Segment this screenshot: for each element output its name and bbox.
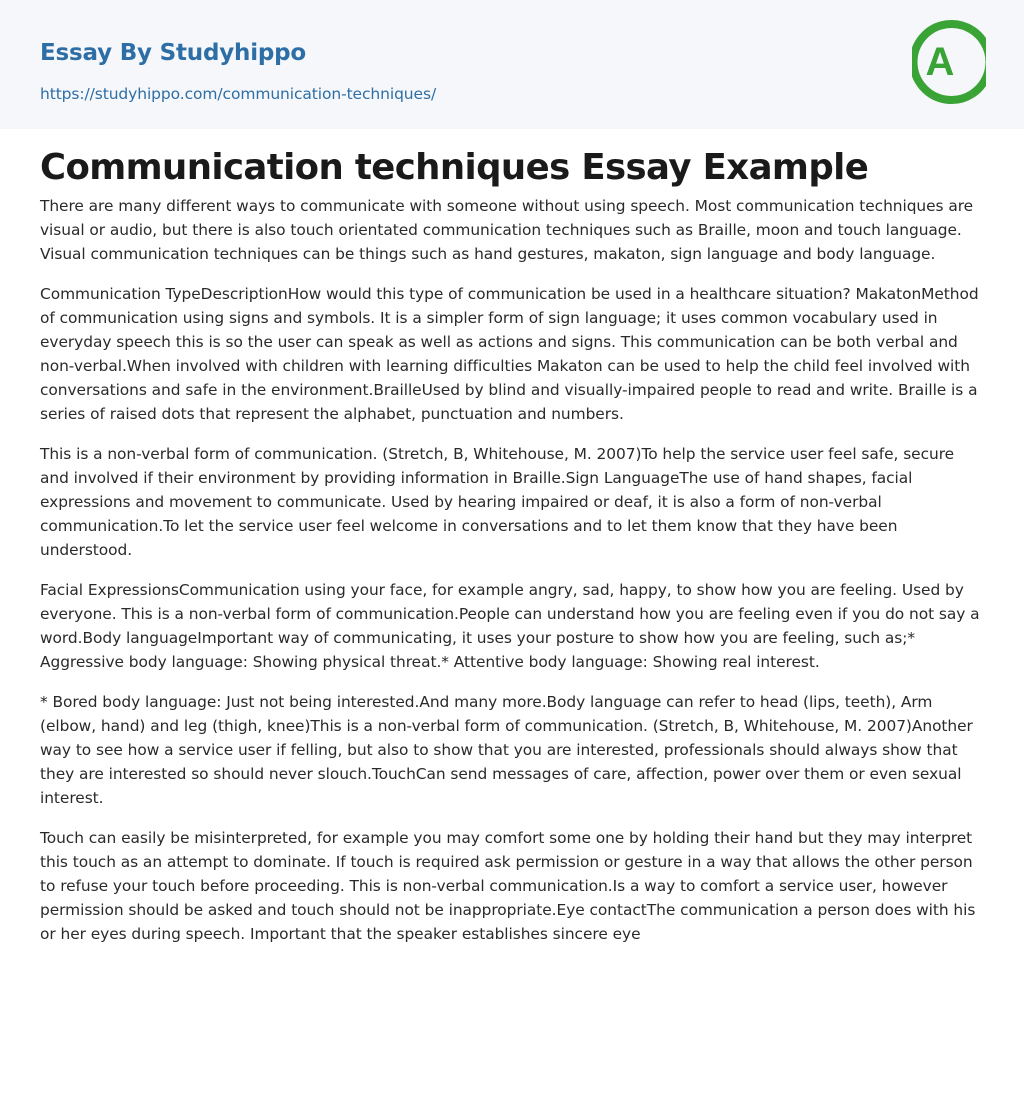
essay-paragraph: Touch can easily be misinterpreted, for example you may comfort some one by holding their hand but they may interpret this touch as an attempt to dominate. If touch is required ask permission or gesture in a way that allows the other person to refuse your touch before proceeding. This is non-verbal communication.Is a way to comfort a service user, however permission should be asked and touch should not be inappropriate.Eye contactThe communication a person does with his or her eyes during speech. Important that the speaker establishes sincere eye (40, 829, 976, 943)
essay-body (40, 194, 984, 962)
site-title: Essay By Studyhippo (40, 40, 307, 66)
essay-url-link[interactable]: https://studyhippo.com/communication-techniques/ (40, 85, 437, 103)
essay-paragraph: Communication TypeDescriptionHow would this type of communication be used in a healthcare situation? MakatonMethod of communication using signs and symbols. It is a simpler form of sign language; it uses common vocabulary used in everyday speech this is so the user can speak as well as actions and signs. This communication can be both verbal and non-verbal.When involved with children with learning difficulties Makaton can be used to help the child feel involved with conversations and safe in the environment.BrailleUsed by blind and visually-impaired people to read and write. Braille is a series of raised dots that represent the alphabet, punctuation and numbers. (40, 285, 979, 423)
essay-paragraph: This is a non-verbal form of communication. (Stretch, B, Whitehouse, M. 2007)To help the service user feel safe, secure and involved if their environment by providing information in Braille.Sign LanguageThe use of hand shapes, facial expressions and movement to communicate. Used by hearing impaired or deaf, it is also a form of non-verbal communication.To let the service user feel welcome in conversations and to let them know that they have been understood. (40, 445, 955, 559)
page-title: Communication techniques Essay Example (40, 147, 869, 188)
logo-letter: A (925, 40, 955, 84)
essay-paragraph: * Bored body language: Just not being interested.And many more.Body language can refer to head (lips, teeth), Arm (elbow, hand) and leg (thigh, knee)This is a non-verbal form of communication. (Stretch, B, Whitehouse, M. 2007)Another way to see how a service user if felling, but also to show that you are interested, professionals should always show that they are interested so should never slouch.TouchCan send messages of care, affection, power over them or even sexual interest. (40, 693, 973, 807)
essay-paragraph: Facial ExpressionsCommunication using your face, for example angry, sad, happy, to show how you are feeling. Used by everyone. This is a non-verbal form of communication.People can understand how you are feeling even if you do not say a word.Body languageImportant way of communicating, it uses your posture to show how you are feeling, such as;* Aggressive body language: Showing physical threat.* Attentive body language: Showing real interest. (40, 581, 980, 671)
essay-paragraph: There are many different ways to communicate with someone without using speech. Most communication techniques are visual or audio, but there is also touch orientated communication techniques such as Braille, moon and touch language. Visual communication techniques can be things such as hand gestures, makaton, sign language and body language. (40, 197, 974, 263)
studyhippo-logo-icon[interactable] (912, 18, 986, 106)
